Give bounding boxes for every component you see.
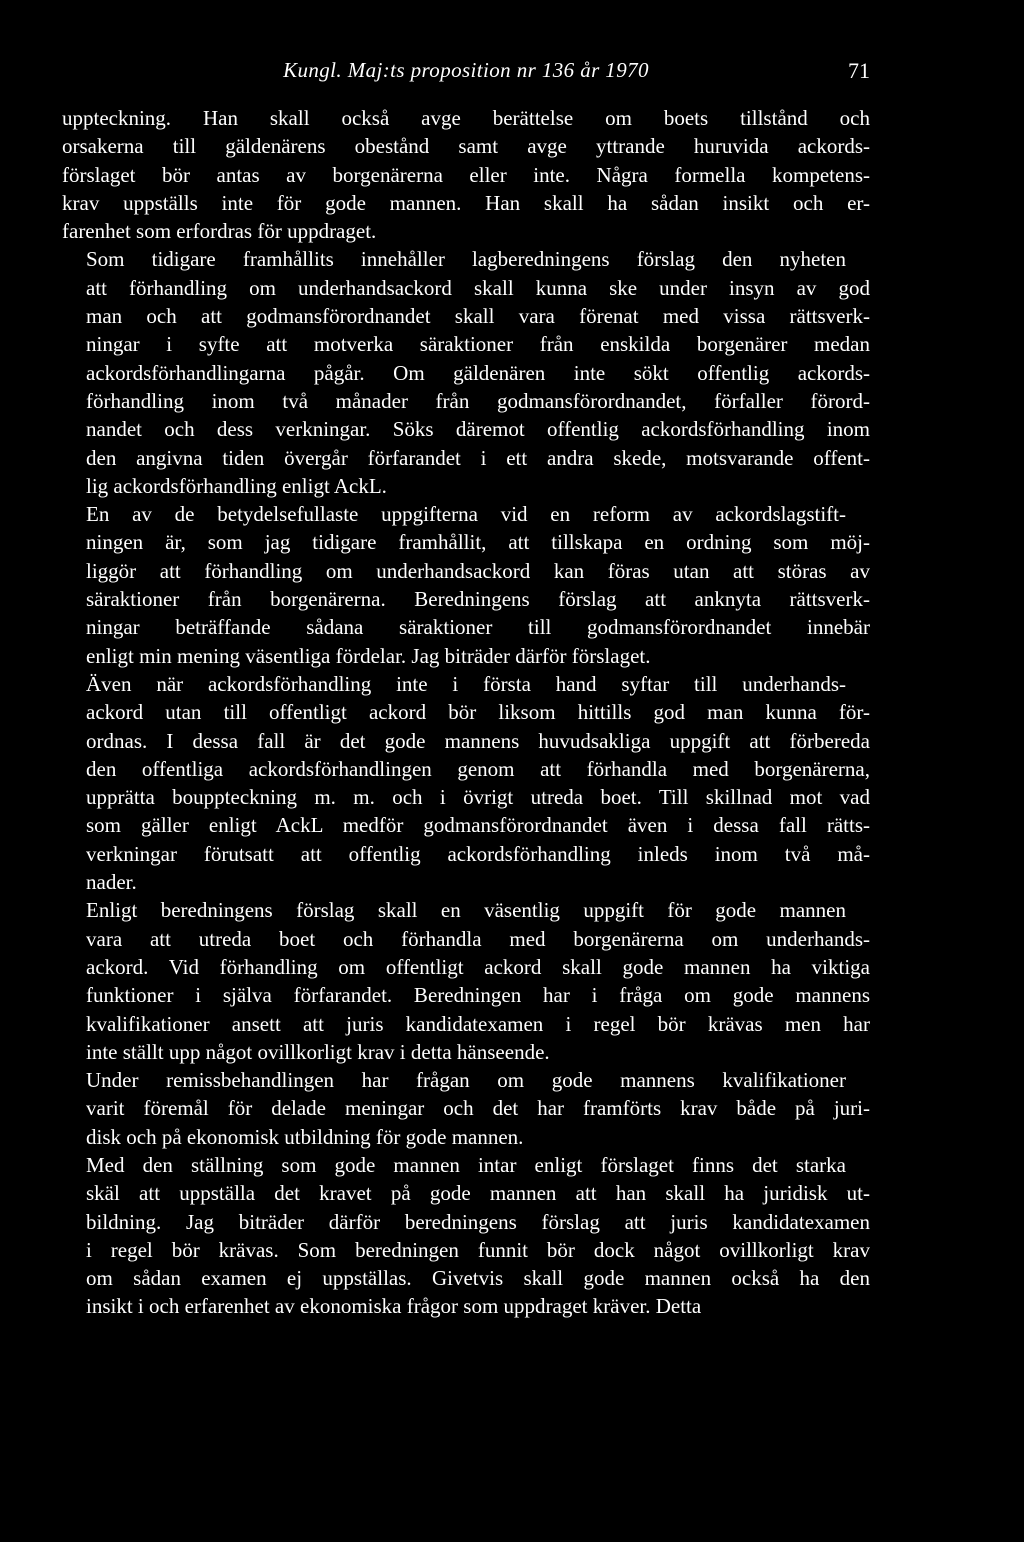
running-title: Kungl. Maj:ts proposition nr 136 år 1970 [283, 58, 649, 82]
text-line: förslaget bör antas av borgenärerna eller inte. Några formella kompetens- [62, 162, 870, 187]
paragraph [62, 104, 870, 245]
text-line: upprätta bouppteckning m. m. och i övrigt utreda boet. Till skillnad mot vad [86, 785, 870, 810]
text-line: inte ställt upp något ovillkorligt krav i detta hänseende. [86, 1039, 550, 1064]
page-number: 71 [848, 58, 870, 83]
text-line: En av de betydelsefullaste uppgifterna vid en reform av ackordslagstift- [86, 502, 846, 527]
text-line: att förhandling om underhandsackord skall kunna ske under insyn av god [86, 275, 870, 300]
body-text [62, 104, 870, 1321]
text-line: förhandling inom två månader från godmansförordnandet, förfaller förord- [86, 388, 870, 413]
text-line: ordnas. I dessa fall är det gode mannens huvudsakliga uppgift att förbereda [86, 728, 870, 753]
text-line: varit föremål för delade meningar och det har framförts krav både på juri- [86, 1096, 870, 1121]
text-line: lig ackordsförhandling enligt AckL. [86, 473, 387, 498]
text-line: Under remissbehandlingen har frågan om gode mannens kvalifikationer [86, 1068, 846, 1093]
text-line: ningar i syfte att motverka säraktioner från enskilda borgenärer medan [86, 332, 870, 357]
text-line: om sådan examen ej uppställas. Givetvis skall gode mannen också ha den [86, 1266, 870, 1291]
paragraph [62, 245, 870, 500]
text-line: enligt min mening väsentliga fördelar. Jag biträder därför förslaget. [86, 643, 651, 668]
text-line: bildning. Jag biträder därför beredningens förslag att juris kandidatexamen [86, 1209, 870, 1234]
text-line: säraktioner från borgenärerna. Beredningens förslag att anknyta rättsverk- [86, 587, 870, 612]
text-line: i regel bör krävas. Som beredningen funnit bör dock något ovillkorligt krav [86, 1237, 870, 1262]
text-line: Som tidigare framhållits innehåller lagberedningens förslag den nyheten [86, 247, 846, 272]
text-line: skäl att uppställa det kravet på gode mannen att han skall ha juridisk ut- [86, 1181, 870, 1206]
text-line: man och att godmansförordnandet skall vara förenat med vissa rättsverk- [86, 304, 870, 329]
text-line: nandet och dess verkningar. Söks däremot offentlig ackordsförhandling inom [86, 417, 870, 442]
text-line: farenhet som erfordras för uppdraget. [62, 219, 377, 244]
text-line: ningar beträffande sådana säraktioner till godmansförordnandet innebär [86, 615, 870, 640]
text-line: nader. [86, 870, 137, 895]
text-line: orsakerna till gäldenärens obestånd samt avge yttrande huruvida ackords- [62, 134, 870, 159]
text-line: krav uppställs inte för gode mannen. Han skall ha sådan insikt och er- [62, 190, 870, 215]
text-line: Med den ställning som gode mannen intar enligt förslaget finns det starka [86, 1152, 846, 1177]
text-line: ningen är, som jag tidigare framhållit, att tillskapa en ordning som möj- [86, 530, 870, 555]
text-line: ackord utan till offentligt ackord bör liksom hittills god man kunna för- [86, 700, 870, 725]
text-line: kvalifikationer ansett att juris kandidatexamen i regel bör krävas men har [86, 1011, 870, 1036]
text-line: funktioner i själva förfarandet. Beredningen har i fråga om gode mannens [86, 983, 870, 1008]
text-line: uppteckning. Han skall också avge berättelse om boets tillstånd och [62, 106, 870, 130]
text-line: insikt i och erfarenhet av ekonomiska frågor som uppdraget kräver. Detta [86, 1294, 702, 1319]
text-line: som gäller enligt AckL medför godmansförordnandet även i dessa fall rätts- [86, 813, 870, 838]
text-line: vara att utreda boet och förhandla med borgenärerna om underhands- [86, 926, 870, 951]
text-line: den angivna tiden övergår förfarandet i ett andra skede, motsvarande offent- [86, 445, 870, 470]
paragraph [62, 500, 870, 670]
text-line: den offentliga ackordsförhandlingen genom att förhandla med borgenärerna, [86, 756, 870, 781]
text-line: Även när ackordsförhandling inte i första hand syftar till underhands- [86, 671, 846, 696]
running-head [62, 58, 870, 94]
paragraph [62, 670, 870, 896]
text-line: ackord. Vid förhandling om offentligt ackord skall gode mannen ha viktiga [86, 954, 870, 979]
text-line: Enligt beredningens förslag skall en väsentlig uppgift för gode mannen [86, 898, 846, 923]
text-line: disk och på ekonomisk utbildning för gode mannen. [86, 1124, 524, 1149]
text-line: liggör att förhandling om underhandsackord kan föras utan att störas av [86, 558, 870, 583]
paragraph [62, 1066, 870, 1151]
paragraph [62, 1151, 870, 1321]
text-line: verkningar förutsatt att offentlig ackordsförhandling inleds inom två må- [86, 841, 870, 866]
paragraph [62, 896, 870, 1066]
text-line: ackordsförhandlingarna pågår. Om gäldenären inte sökt offentlig ackords- [86, 360, 870, 385]
